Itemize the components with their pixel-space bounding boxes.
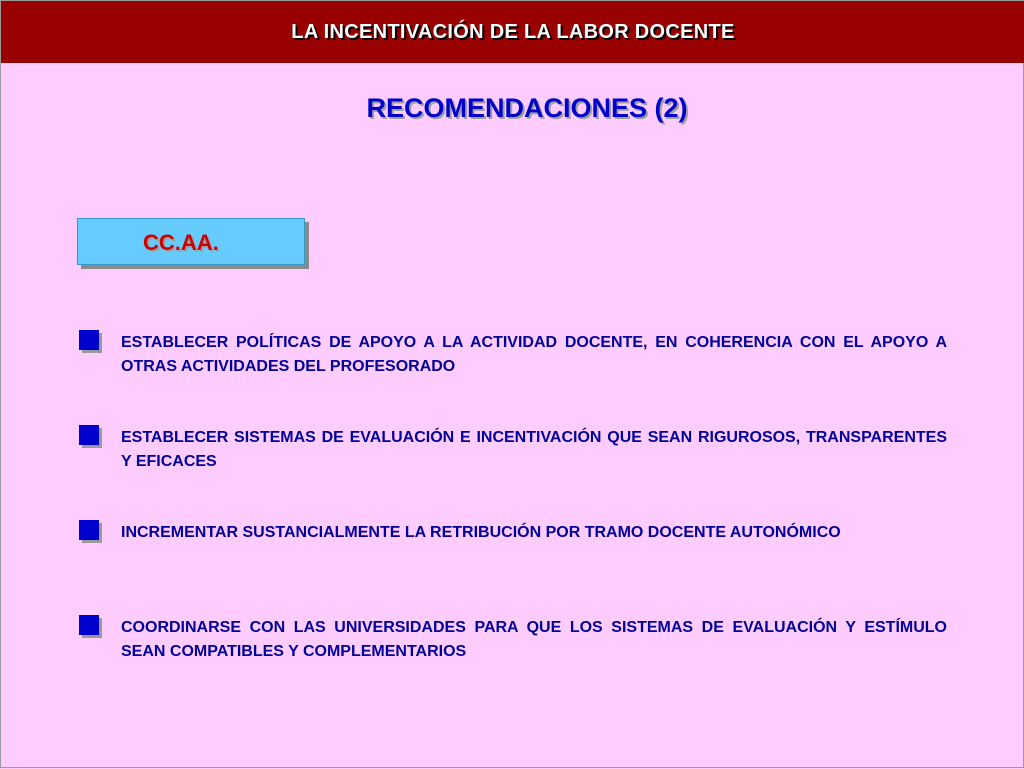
section-label: CC.AA. [143,230,219,255]
square-bullet-icon [79,425,99,445]
square-bullet-icon [79,520,99,540]
bullet-text: ESTABLECER SISTEMAS DE EVALUACIÓN E INCENTIVACIÓN QUE SEAN RIGUROSOS, TRANSPARENTES Y EFICACES [121,429,947,470]
bullet-text: INCREMENTAR SUSTANCIALMENTE LA RETRIBUCIÓN POR TRAMO DOCENTE AUTONÓMICO [121,524,841,541]
bullet-text: ESTABLECER POLÍTICAS DE APOYO A LA ACTIVIDAD DOCENTE, EN COHERENCIA CON EL APOYO A OTRAS ACTIVIDADES DEL PROFESORADO [121,334,947,375]
bullet-text: COORDINARSE CON LAS UNIVERSIDADES PARA QUE LOS SISTEMAS DE EVALUACIÓN Y ESTÍMULO SEAN COMPATIBLES Y COMPLEMENTARIOS [121,619,947,660]
header-title: LA INCENTIVACIÓN DE LA LABOR DOCENTE [291,21,735,43]
bullet-list [1,1,1024,769]
slide-subtitle: RECOMENDACIONES (2) [366,93,688,123]
square-bullet-icon [79,615,99,635]
square-bullet-icon [79,330,99,350]
